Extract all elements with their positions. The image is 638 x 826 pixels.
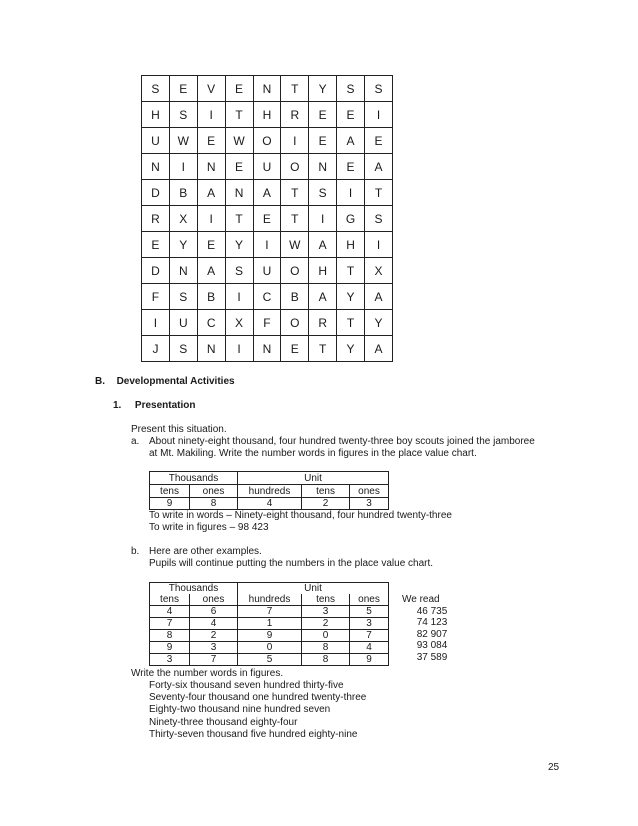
grid-cell: V xyxy=(197,76,225,102)
grid-cell: T xyxy=(225,206,253,232)
item-b-line1: Here are other examples. xyxy=(149,546,262,557)
digit-cell: 9 xyxy=(350,654,389,666)
word-search-grid xyxy=(141,75,393,362)
write-instruction: Write the number words in figures. xyxy=(131,668,284,679)
grid-cell: T xyxy=(309,336,337,362)
table-row xyxy=(150,606,389,618)
grid-cell: C xyxy=(197,310,225,336)
grid-cell: J xyxy=(142,336,170,362)
digit-cell: 9 xyxy=(238,630,302,642)
grid-cell: U xyxy=(142,128,170,154)
grid-cell: A xyxy=(337,128,365,154)
grid-cell: T xyxy=(281,206,309,232)
grid-cell: N xyxy=(253,76,281,102)
grid-cell: A xyxy=(365,284,393,310)
digit-cell: 8 xyxy=(302,654,350,666)
item-a-label: a. xyxy=(131,436,140,447)
grid-cell: I xyxy=(197,206,225,232)
tens-header: tens xyxy=(302,594,350,606)
grid-cell: R xyxy=(281,102,309,128)
grid-cell: N xyxy=(197,336,225,362)
number-word-item: Seventy-four thousand one hundred twenty-three xyxy=(149,692,367,703)
grid-cell: A xyxy=(309,284,337,310)
thousands-header: Thousands xyxy=(150,472,238,485)
grid-cell: S xyxy=(225,258,253,284)
grid-cell: O xyxy=(281,154,309,180)
grid-cell: X xyxy=(225,310,253,336)
grid-row xyxy=(142,310,393,336)
grid-cell: U xyxy=(169,310,197,336)
grid-cell: H xyxy=(253,102,281,128)
words-line: To write in words – Ninety-eight thousand, four hundred twenty-three xyxy=(149,510,452,521)
grid-cell: H xyxy=(309,258,337,284)
number-word-item: Thirty-seven thousand five hundred eighty-nine xyxy=(149,729,358,740)
grid-cell: S xyxy=(309,180,337,206)
digit-cell: 7 xyxy=(350,630,389,642)
grid-cell: S xyxy=(365,206,393,232)
grid-cell: S xyxy=(142,76,170,102)
grid-cell: E xyxy=(142,232,170,258)
grid-cell: S xyxy=(337,76,365,102)
digit-cell: 9 xyxy=(150,642,190,654)
we-read-value: 93 084 xyxy=(416,640,448,652)
grid-cell: E xyxy=(337,102,365,128)
grid-cell: Y xyxy=(309,76,337,102)
subsection-label: 1. xyxy=(113,400,122,411)
grid-cell: I xyxy=(365,232,393,258)
digit-cell: 3 xyxy=(350,618,389,630)
we-read-value: 74 123 xyxy=(416,617,448,629)
grid-cell: E xyxy=(309,128,337,154)
section-label: B. xyxy=(95,376,105,387)
grid-cell: A xyxy=(197,258,225,284)
grid-row xyxy=(142,336,393,362)
grid-cell: B xyxy=(197,284,225,310)
digit-cell: 0 xyxy=(302,630,350,642)
grid-cell: X xyxy=(365,258,393,284)
grid-cell: E xyxy=(337,154,365,180)
grid-cell: A xyxy=(197,180,225,206)
grid-cell: D xyxy=(142,180,170,206)
grid-cell: S xyxy=(169,284,197,310)
grid-cell: T xyxy=(225,102,253,128)
grid-cell: N xyxy=(142,154,170,180)
grid-cell: T xyxy=(337,310,365,336)
grid-cell: D xyxy=(142,258,170,284)
digit-cell: 7 xyxy=(150,618,190,630)
section-title: Developmental Activities xyxy=(116,376,235,387)
grid-cell: O xyxy=(281,258,309,284)
digit-cell: 8 xyxy=(190,498,238,510)
grid-cell: G xyxy=(337,206,365,232)
grid-cell: N xyxy=(309,154,337,180)
grid-cell: O xyxy=(253,128,281,154)
grid-row xyxy=(142,76,393,102)
digit-cell: 7 xyxy=(190,654,238,666)
place-value-chart-a xyxy=(149,471,389,510)
digit-cell: 4 xyxy=(238,498,302,510)
grid-row xyxy=(142,284,393,310)
grid-cell: T xyxy=(281,180,309,206)
grid-cell: E xyxy=(197,128,225,154)
grid-cell: I xyxy=(365,102,393,128)
grid-row xyxy=(142,180,393,206)
grid-cell: T xyxy=(337,258,365,284)
unit-header: Unit xyxy=(238,583,389,595)
digit-cell: 4 xyxy=(150,606,190,618)
grid-row xyxy=(142,258,393,284)
grid-cell: R xyxy=(142,206,170,232)
grid-cell: E xyxy=(281,336,309,362)
grid-cell: W xyxy=(225,128,253,154)
grid-cell: W xyxy=(281,232,309,258)
digit-cell: 4 xyxy=(350,642,389,654)
grid-cell: N xyxy=(225,180,253,206)
digit-cell: 5 xyxy=(350,606,389,618)
grid-cell: Y xyxy=(225,232,253,258)
digit-cell: 2 xyxy=(302,618,350,630)
item-a-line2: at Mt. Makiling. Write the number words in figures in the place value chart. xyxy=(149,448,477,459)
digit-cell: 3 xyxy=(350,498,389,510)
grid-cell: Y xyxy=(169,232,197,258)
grid-row xyxy=(142,232,393,258)
tens-header: tens xyxy=(150,594,190,606)
thousands-header: Thousands xyxy=(150,583,238,595)
digit-cell: 9 xyxy=(150,498,190,510)
grid-cell: E xyxy=(225,154,253,180)
grid-cell: U xyxy=(253,258,281,284)
table-row xyxy=(150,654,389,666)
grid-cell: I xyxy=(281,128,309,154)
grid-cell: A xyxy=(309,232,337,258)
grid-cell: F xyxy=(253,310,281,336)
digit-cell: 8 xyxy=(150,630,190,642)
tens-header: tens xyxy=(302,485,350,498)
ones-header: ones xyxy=(350,594,389,606)
grid-cell: E xyxy=(253,206,281,232)
we-read-column xyxy=(402,594,462,664)
digit-cell: 5 xyxy=(238,654,302,666)
we-read-value: 37 589 xyxy=(416,651,448,663)
item-b-label: b. xyxy=(131,546,140,557)
grid-cell: N xyxy=(169,258,197,284)
intro-text: Present this situation. xyxy=(131,424,227,435)
section-b-heading xyxy=(95,376,235,387)
grid-cell: E xyxy=(197,232,225,258)
subsection-title: Presentation xyxy=(134,400,196,411)
grid-cell: I xyxy=(169,154,197,180)
grid-row xyxy=(142,102,393,128)
unit-header: Unit xyxy=(238,472,389,485)
table-row xyxy=(150,618,389,630)
we-read-value: 46 735 xyxy=(416,605,448,617)
grid-cell: Y xyxy=(365,310,393,336)
grid-cell: E xyxy=(309,102,337,128)
grid-cell: E xyxy=(365,128,393,154)
grid-cell: I xyxy=(337,180,365,206)
grid-cell: F xyxy=(142,284,170,310)
grid-cell: I xyxy=(309,206,337,232)
grid-cell: I xyxy=(253,232,281,258)
ones-header: ones xyxy=(190,485,238,498)
grid-cell: A xyxy=(365,336,393,362)
presentation-heading xyxy=(113,400,195,411)
we-read-label: We read xyxy=(402,594,440,605)
digit-cell: 4 xyxy=(190,618,238,630)
figures-line: To write in figures – 98 423 xyxy=(149,522,269,533)
grid-cell: Y xyxy=(337,284,365,310)
digit-cell: 2 xyxy=(190,630,238,642)
grid-cell: B xyxy=(169,180,197,206)
grid-cell: I xyxy=(225,336,253,362)
tens-header: tens xyxy=(150,485,190,498)
number-word-item: Eighty-two thousand nine hundred seven xyxy=(149,704,331,715)
grid-cell: S xyxy=(169,336,197,362)
grid-cell: C xyxy=(253,284,281,310)
grid-cell: S xyxy=(365,76,393,102)
grid-cell: X xyxy=(169,206,197,232)
table-row xyxy=(150,642,389,654)
grid-cell: H xyxy=(142,102,170,128)
table-row xyxy=(150,630,389,642)
hundreds-header: hundreds xyxy=(238,485,302,498)
digit-cell: 3 xyxy=(190,642,238,654)
digit-cell: 3 xyxy=(150,654,190,666)
grid-cell: I xyxy=(225,284,253,310)
place-value-chart-b xyxy=(149,582,389,666)
grid-cell: E xyxy=(169,76,197,102)
grid-row xyxy=(142,128,393,154)
table-row xyxy=(150,498,389,510)
grid-cell: A xyxy=(253,180,281,206)
grid-cell: I xyxy=(142,310,170,336)
grid-row xyxy=(142,154,393,180)
hundreds-header: hundreds xyxy=(238,594,302,606)
number-word-item: Forty-six thousand seven hundred thirty-five xyxy=(149,680,344,691)
grid-cell: N xyxy=(197,154,225,180)
digit-cell: 0 xyxy=(238,642,302,654)
ones-header: ones xyxy=(350,485,389,498)
page-number: 25 xyxy=(548,762,560,773)
item-a-line1: About ninety-eight thousand, four hundred twenty-three boy scouts joined the jamboree xyxy=(149,436,535,447)
grid-cell: T xyxy=(365,180,393,206)
we-read-value: 82 907 xyxy=(416,628,448,640)
digit-cell: 3 xyxy=(302,606,350,618)
digit-cell: 1 xyxy=(238,618,302,630)
grid-cell: E xyxy=(225,76,253,102)
grid-cell: O xyxy=(281,310,309,336)
digit-cell: 6 xyxy=(190,606,238,618)
digit-cell: 7 xyxy=(238,606,302,618)
grid-cell: S xyxy=(169,102,197,128)
grid-cell: I xyxy=(197,102,225,128)
grid-cell: B xyxy=(281,284,309,310)
grid-cell: H xyxy=(337,232,365,258)
number-word-item: Ninety-three thousand eighty-four xyxy=(149,717,298,728)
ones-header: ones xyxy=(190,594,238,606)
grid-cell: N xyxy=(253,336,281,362)
grid-row xyxy=(142,206,393,232)
grid-cell: T xyxy=(281,76,309,102)
digit-cell: 2 xyxy=(302,498,350,510)
grid-cell: Y xyxy=(337,336,365,362)
grid-cell: A xyxy=(365,154,393,180)
grid-cell: U xyxy=(253,154,281,180)
grid-cell: W xyxy=(169,128,197,154)
digit-cell: 8 xyxy=(302,642,350,654)
grid-cell: R xyxy=(309,310,337,336)
item-b-line2: Pupils will continue putting the numbers in the place value chart. xyxy=(149,558,434,569)
